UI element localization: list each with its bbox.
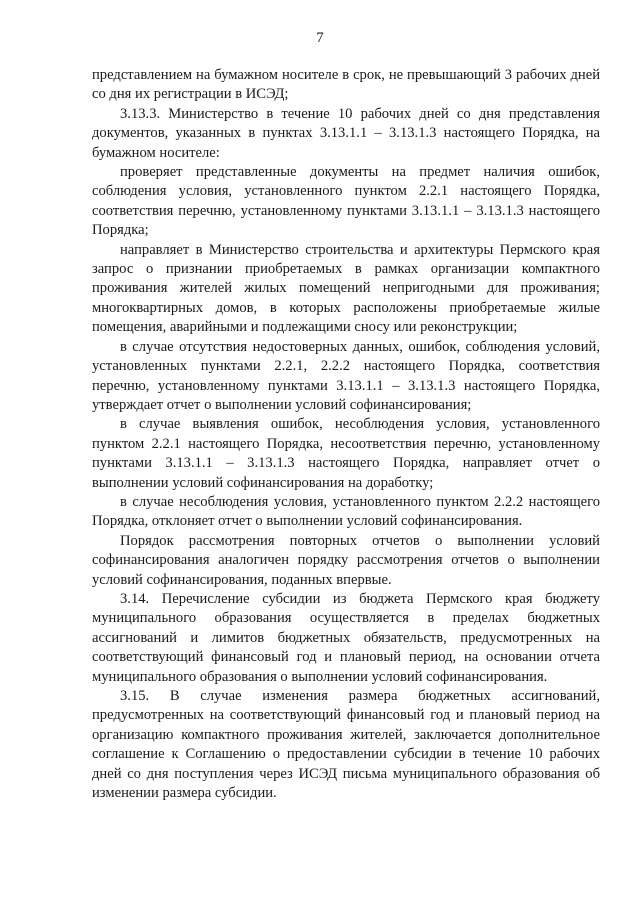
paragraph-approve-report: в случае отсутствия недостоверных данных, ошибок, соблюдения условий, установленных пунктами 2.2.1, 2.2.2 настоящего Порядка, соответствия перечню, установленному пунктами 3.13.1.1 – 3.13.1.3 настоящего Порядка, утверждает отчет о выполнении условий софинансирования; <box>92 338 600 413</box>
document-body <box>92 66 600 803</box>
paragraph-send-request: направляет в Министерство строительства и архитектуры Пермского края запрос о признании приобретаемых в рамках организации компактного проживания жителей жилых помещений непригодными для проживания; многоквартирных домов, в которых расположены приобретаемые жилые помещения, аварийными и подлежащими сносу или реконструкции; <box>92 241 600 336</box>
paragraph-continuation: представлением на бумажном носителе в срок, не превышающий 3 рабочих дней со дня их регистрации в ИСЭД; <box>92 67 600 103</box>
page-number: 7 <box>316 30 324 46</box>
paragraph-3-15: 3.15. В случае изменения размера бюджетных ассигнований, предусмотренных на соответствующий финансовый год и плановый период на организацию компактного проживания жителей, заключается дополнительное соглашение к Соглашению о предоставлении субсидии в течение 10 рабочих дней со дня поступления через ИСЭД письма муниципального образования об изменении размера субсидии. <box>92 688 600 802</box>
paragraph-repeat-reports: Порядок рассмотрения повторных отчетов о выполнении условий софинансирования аналогичен порядку рассмотрения отчетов о выполнении условий софинансирования, поданных впервые. <box>92 532 600 588</box>
paragraph-3-14: 3.14. Перечисление субсидии из бюджета Пермского края бюджету муниципального образования осуществляется в пределах бюджетных ассигнований и лимитов бюджетных обязательств, предусмотренных на соответствующий финансовый год и плановый период, на основании отчета муниципального образования о выполнении условий софинансирования. <box>92 590 600 685</box>
paragraph-3-13-3: 3.13.3. Министерство в течение 10 рабочих дней со дня представления документов, указанных в пунктах 3.13.1.1 – 3.13.1.3 настоящего Порядка, на бумажном носителе: <box>92 105 600 161</box>
paragraph-reject-report: в случае несоблюдения условия, установленного пунктом 2.2.2 настоящего Порядка, отклоняет отчет о выполнении условий софинансирования. <box>92 493 600 530</box>
paragraph-check-documents: проверяет представленные документы на предмет наличия ошибок, соблюдения условия, установленного пунктом 2.2.1 настоящего Порядка, соответствия перечню, установленному пунктами 3.13.1.1 – 3.13.1.3 настоящего Порядка; <box>92 164 600 239</box>
paragraph-return-for-revision: в случае выявления ошибок, несоблюдения условия, установленного пунктом 2.2.1 настоящего Порядка, несоответствия перечню, установленному пунктами 3.13.1.1 – 3.13.1.3 настоящего Порядка, направляет отчет о выполнении условий софинансирования на доработку; <box>92 416 600 491</box>
